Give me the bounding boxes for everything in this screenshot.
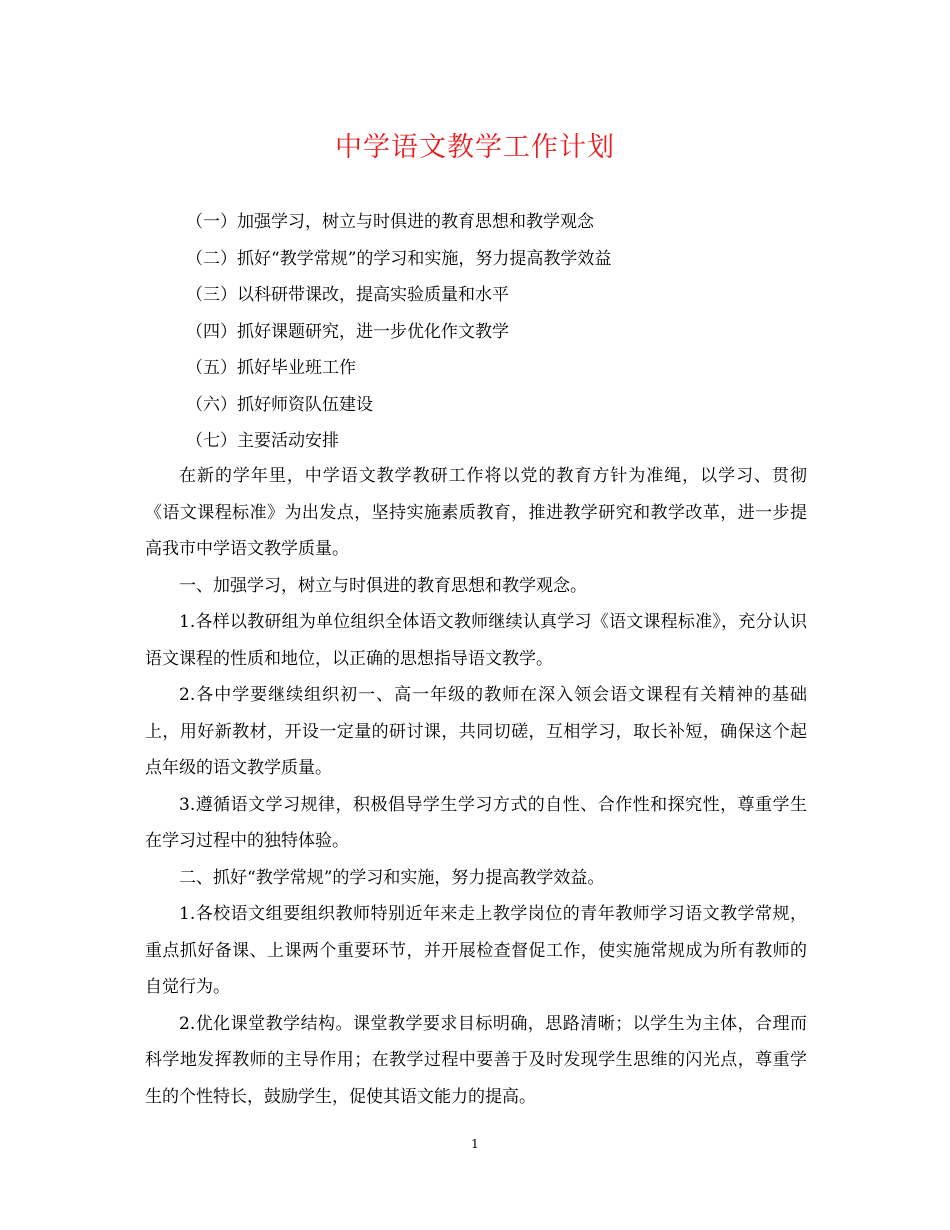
outline-item: （四）抓好课题研究，进一步优化作文教学 [186,321,509,342]
intro-paragraph: 在新的学年里，中学语文教学教研工作将以党的教育方针为准绳，以学习、贯彻《语文课程标准》为出发点，坚持实施素质教育，推进教学研究和教学改革，进一步提高我市中学语文教学质量。 [145,466,807,559]
outline-item: （二）抓好“教学常规”的学习和实施，努力提高教学效益 [186,248,612,269]
outline-item: （六）抓好师资队伍建设 [186,394,373,415]
body-paragraph: 1.各校语文组要组织教师特别近年来走上教学岗位的青年教师学习语文教学常规，重点抓好备课、上课两个重要环节，并开展检查督促工作，使实施常规成为所有教师的自觉行为。 [145,904,807,997]
body-paragraph: 3.遵循语文学习规律，积极倡导学生学习方式的自性、合作性和探究性，尊重学生在学习过程中的独特体验。 [145,794,807,851]
outline-list [186,204,806,460]
body-paragraph: 1.各样以教研组为单位组织全体语文教师继续认真学习《语文课程标准》，充分认识语文课程的性质和地位，以正确的思想指导语文教学。 [145,612,807,669]
section-heading: 二、抓好“教学常规”的学习和实施，努力提高教学效益。 [179,867,605,888]
section-heading: 一、加强学习，树立与时俱进的教育思想和教学观念。 [179,575,587,596]
body-paragraph: 2.各中学要继续组织初一、高一年级的教师在深入领会语文课程有关精神的基础上，用好新教材，开设一定量的研讨课，共同切磋，互相学习，取长补短，确保这个起点年级的语文教学质量。 [145,685,807,778]
outline-item: （一）加强学习，树立与时俱进的教育思想和教学观念 [186,212,594,232]
page-number: 1 [471,1137,479,1151]
body-paragraph: 2.优化课堂教学结构。课堂教学要求目标明确，思路清晰；以学生为主体，合理而科学地发挥教师的主导作用；在教学过程中要善于及时发现学生思维的闪光点，尊重学生的个性特长，鼓励学生，促使其语文能力的提高。 [145,1013,807,1107]
document-body [145,458,807,1115]
document-title: 中学语文教学工作计划 [335,132,615,163]
outline-item: （三）以科研带课改，提高实验质量和水平 [186,285,509,305]
outline-item: （七）主要活动安排 [186,431,339,451]
outline-item: （五）抓好毕业班工作 [186,358,356,378]
